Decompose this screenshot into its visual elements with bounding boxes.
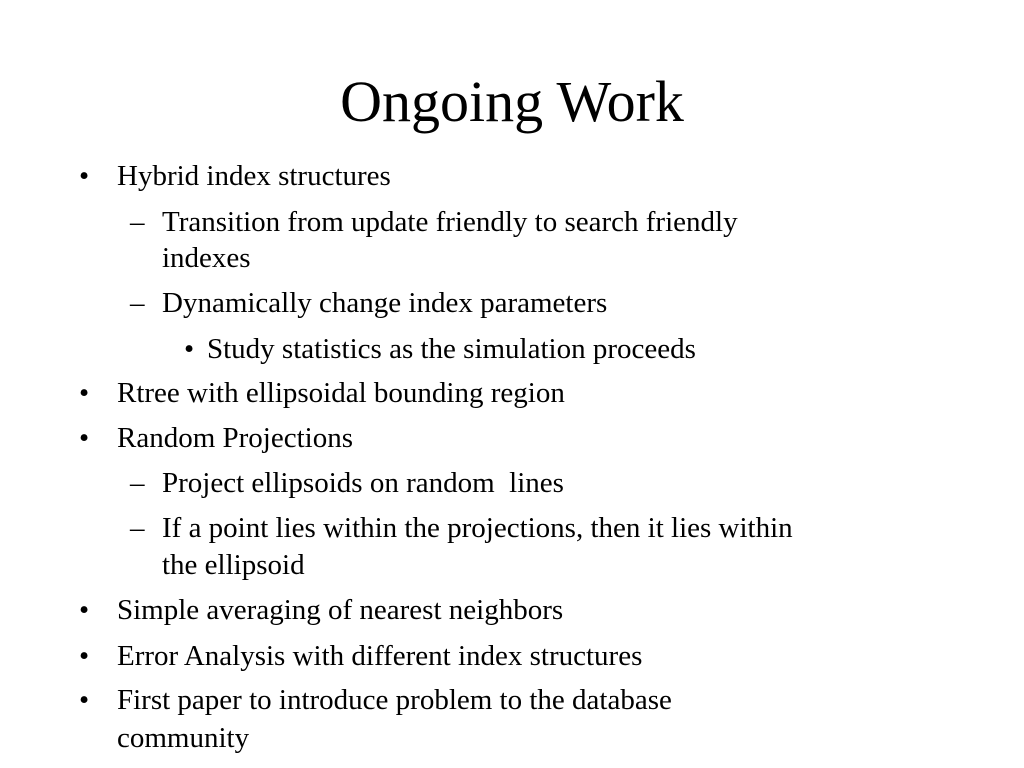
- bullet-text-random-projections: Random Projections: [117, 422, 354, 454]
- bullet-text-simple-averaging: Simple averaging of nearest neighbors: [117, 594, 564, 626]
- sub-bullet-text-point-within: If a point lies within the projections, then it lies within: [162, 512, 793, 544]
- sub-sub-bullet-text-study-statistics: Study statistics as the simulation proceeds: [207, 333, 696, 365]
- slide-title: Ongoing Work: [340, 69, 684, 134]
- bullet-marker: •: [79, 684, 90, 716]
- bullet-marker: •: [79, 640, 90, 672]
- sub-bullet-marker: –: [130, 287, 145, 319]
- sub-bullet-marker: –: [130, 467, 145, 499]
- bullet-marker: •: [79, 160, 90, 192]
- sub-bullet-marker: –: [130, 206, 145, 238]
- sub-bullet-text-dynamic-params: Dynamically change index parameters: [162, 287, 608, 319]
- bullet-text-error-analysis: Error Analysis with different index structures: [117, 640, 643, 672]
- bullet-text-rtree: Rtree with ellipsoidal bounding region: [117, 377, 565, 409]
- bullet-marker: •: [79, 594, 90, 626]
- bullet-marker: •: [79, 377, 90, 409]
- bullet-text-hybrid-index: Hybrid index structures: [117, 160, 391, 192]
- sub-sub-bullet-marker: •: [184, 333, 195, 365]
- sub-bullet-text-point-within-cont: the ellipsoid: [162, 549, 305, 581]
- bullet-text-first-paper-cont: community: [117, 722, 250, 754]
- bullet-text-first-paper: First paper to introduce problem to the database: [117, 684, 672, 716]
- bullet-marker: •: [79, 422, 90, 454]
- sub-bullet-text-project-ellipsoids: Project ellipsoids on random lines: [162, 467, 564, 499]
- sub-bullet-text-transition-cont: indexes: [162, 242, 251, 274]
- sub-bullet-marker: –: [130, 512, 145, 544]
- sub-bullet-text-transition: Transition from update friendly to search friendly: [162, 206, 738, 238]
